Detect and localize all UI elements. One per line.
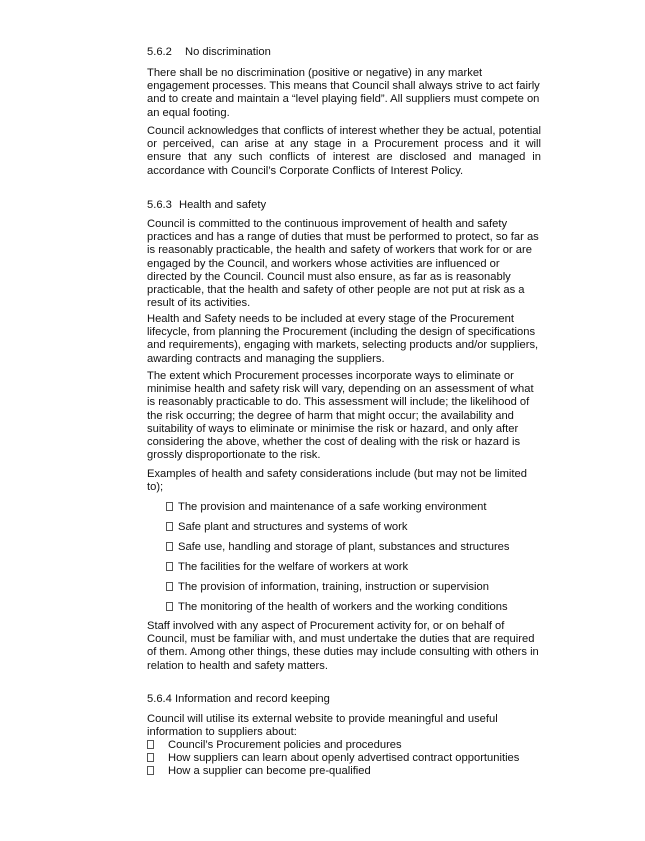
checkbox-bullet-icon [166,582,173,591]
list-item: How a supplier can become pre-qualified [147,765,541,778]
checkbox-bullet-icon [147,766,154,775]
section-number: 5.6.3 [147,199,172,211]
section-heading-5-6-2 [147,46,541,59]
paragraph: There shall be no discrimination (positive or negative) in any market engagement processes. This means that Council shall always strive to act fairly and to create and maintain a “level playing field”. All suppliers must compete on an equal footing. [147,67,540,119]
list-item: The provision of information, training, instruction or supervision [166,581,546,594]
paragraph: Council acknowledges that conflicts of interest whether they be actual, potential or perceived, can arise at any stage in a Procurement process and it will ensure that any such conflicts of interest are disclosed and managed in accordance with Council’s Corporate Conflicts of Interest Policy. [147,125,541,177]
paragraph: Staff involved with any aspect of Procurement activity for, or on behalf of Council, must be familiar with, and must undertake the duties that are required of them. Among other things, these duties may include consulting with others in relation to health and safety matters. [147,620,539,672]
checkbox-bullet-icon [166,562,173,571]
list-item: The provision and maintenance of a safe working environment [166,501,546,514]
section-heading-5-6-4 [147,693,541,706]
paragraph: The extent which Procurement processes incorporate ways to eliminate or minimise health and safety risk will vary, depending on an assessment of what is reasonably practicable to do. This assessment will include; the likelihood of the risk occurring; the degree of harm that might occur; the availability and suitability of ways to eliminate or minimise the risk or hazard, and only after considering the above, whether the cost of dealing with the risk or hazard is grossly disproportionate to the risk. [147,370,534,462]
section-number: 5.6.2 [147,46,172,58]
list-item: The facilities for the welfare of workers at work [166,561,546,574]
checkbox-bullet-icon [166,602,173,611]
section-title: Information and record keeping [175,693,330,705]
section-title: No discrimination [185,46,271,58]
paragraph: Council is committed to the continuous improvement of health and safety practices and has a range of duties that must be performed to protect, so far as is reasonably practicable, the health and safety of workers that work for or are engaged by the Council, and workers whose activities are influenced or directed by the Council. Council must also ensure, as far as is reasonably practicable, that the health and safety of other people are not put at risk as a result of its activities. [147,218,539,310]
checkbox-bullet-icon [147,753,154,762]
checkbox-bullet-icon [166,522,173,531]
list-item: Safe plant and structures and systems of work [166,521,546,534]
section-number: 5.6.4 [147,693,172,705]
section-title: Health and safety [179,199,267,211]
checkbox-bullet-icon [166,542,173,551]
checkbox-bullet-icon [166,502,173,511]
list-item: The monitoring of the health of workers and the working conditions [166,601,546,614]
checkbox-bullet-icon [147,740,154,749]
list-item: Council’s Procurement policies and procedures [147,739,541,752]
paragraph: Council will utilise its external website to provide meaningful and useful information to suppliers about: [147,713,498,739]
paragraph: Health and Safety needs to be included at every stage of the Procurement lifecycle, from planning the Procurement (including the design of specifications and requirements), engaging with markets, selecting products and/or suppliers, awarding contracts and managing the suppliers. [147,313,539,365]
paragraph: Examples of health and safety considerations include (but may not be limited to); [147,468,527,494]
list-item: Safe use, handling and storage of plant, substances and structures [166,541,546,554]
list-item: How suppliers can learn about openly advertised contract opportunities [147,752,541,765]
section-heading-5-6-3 [147,199,541,212]
